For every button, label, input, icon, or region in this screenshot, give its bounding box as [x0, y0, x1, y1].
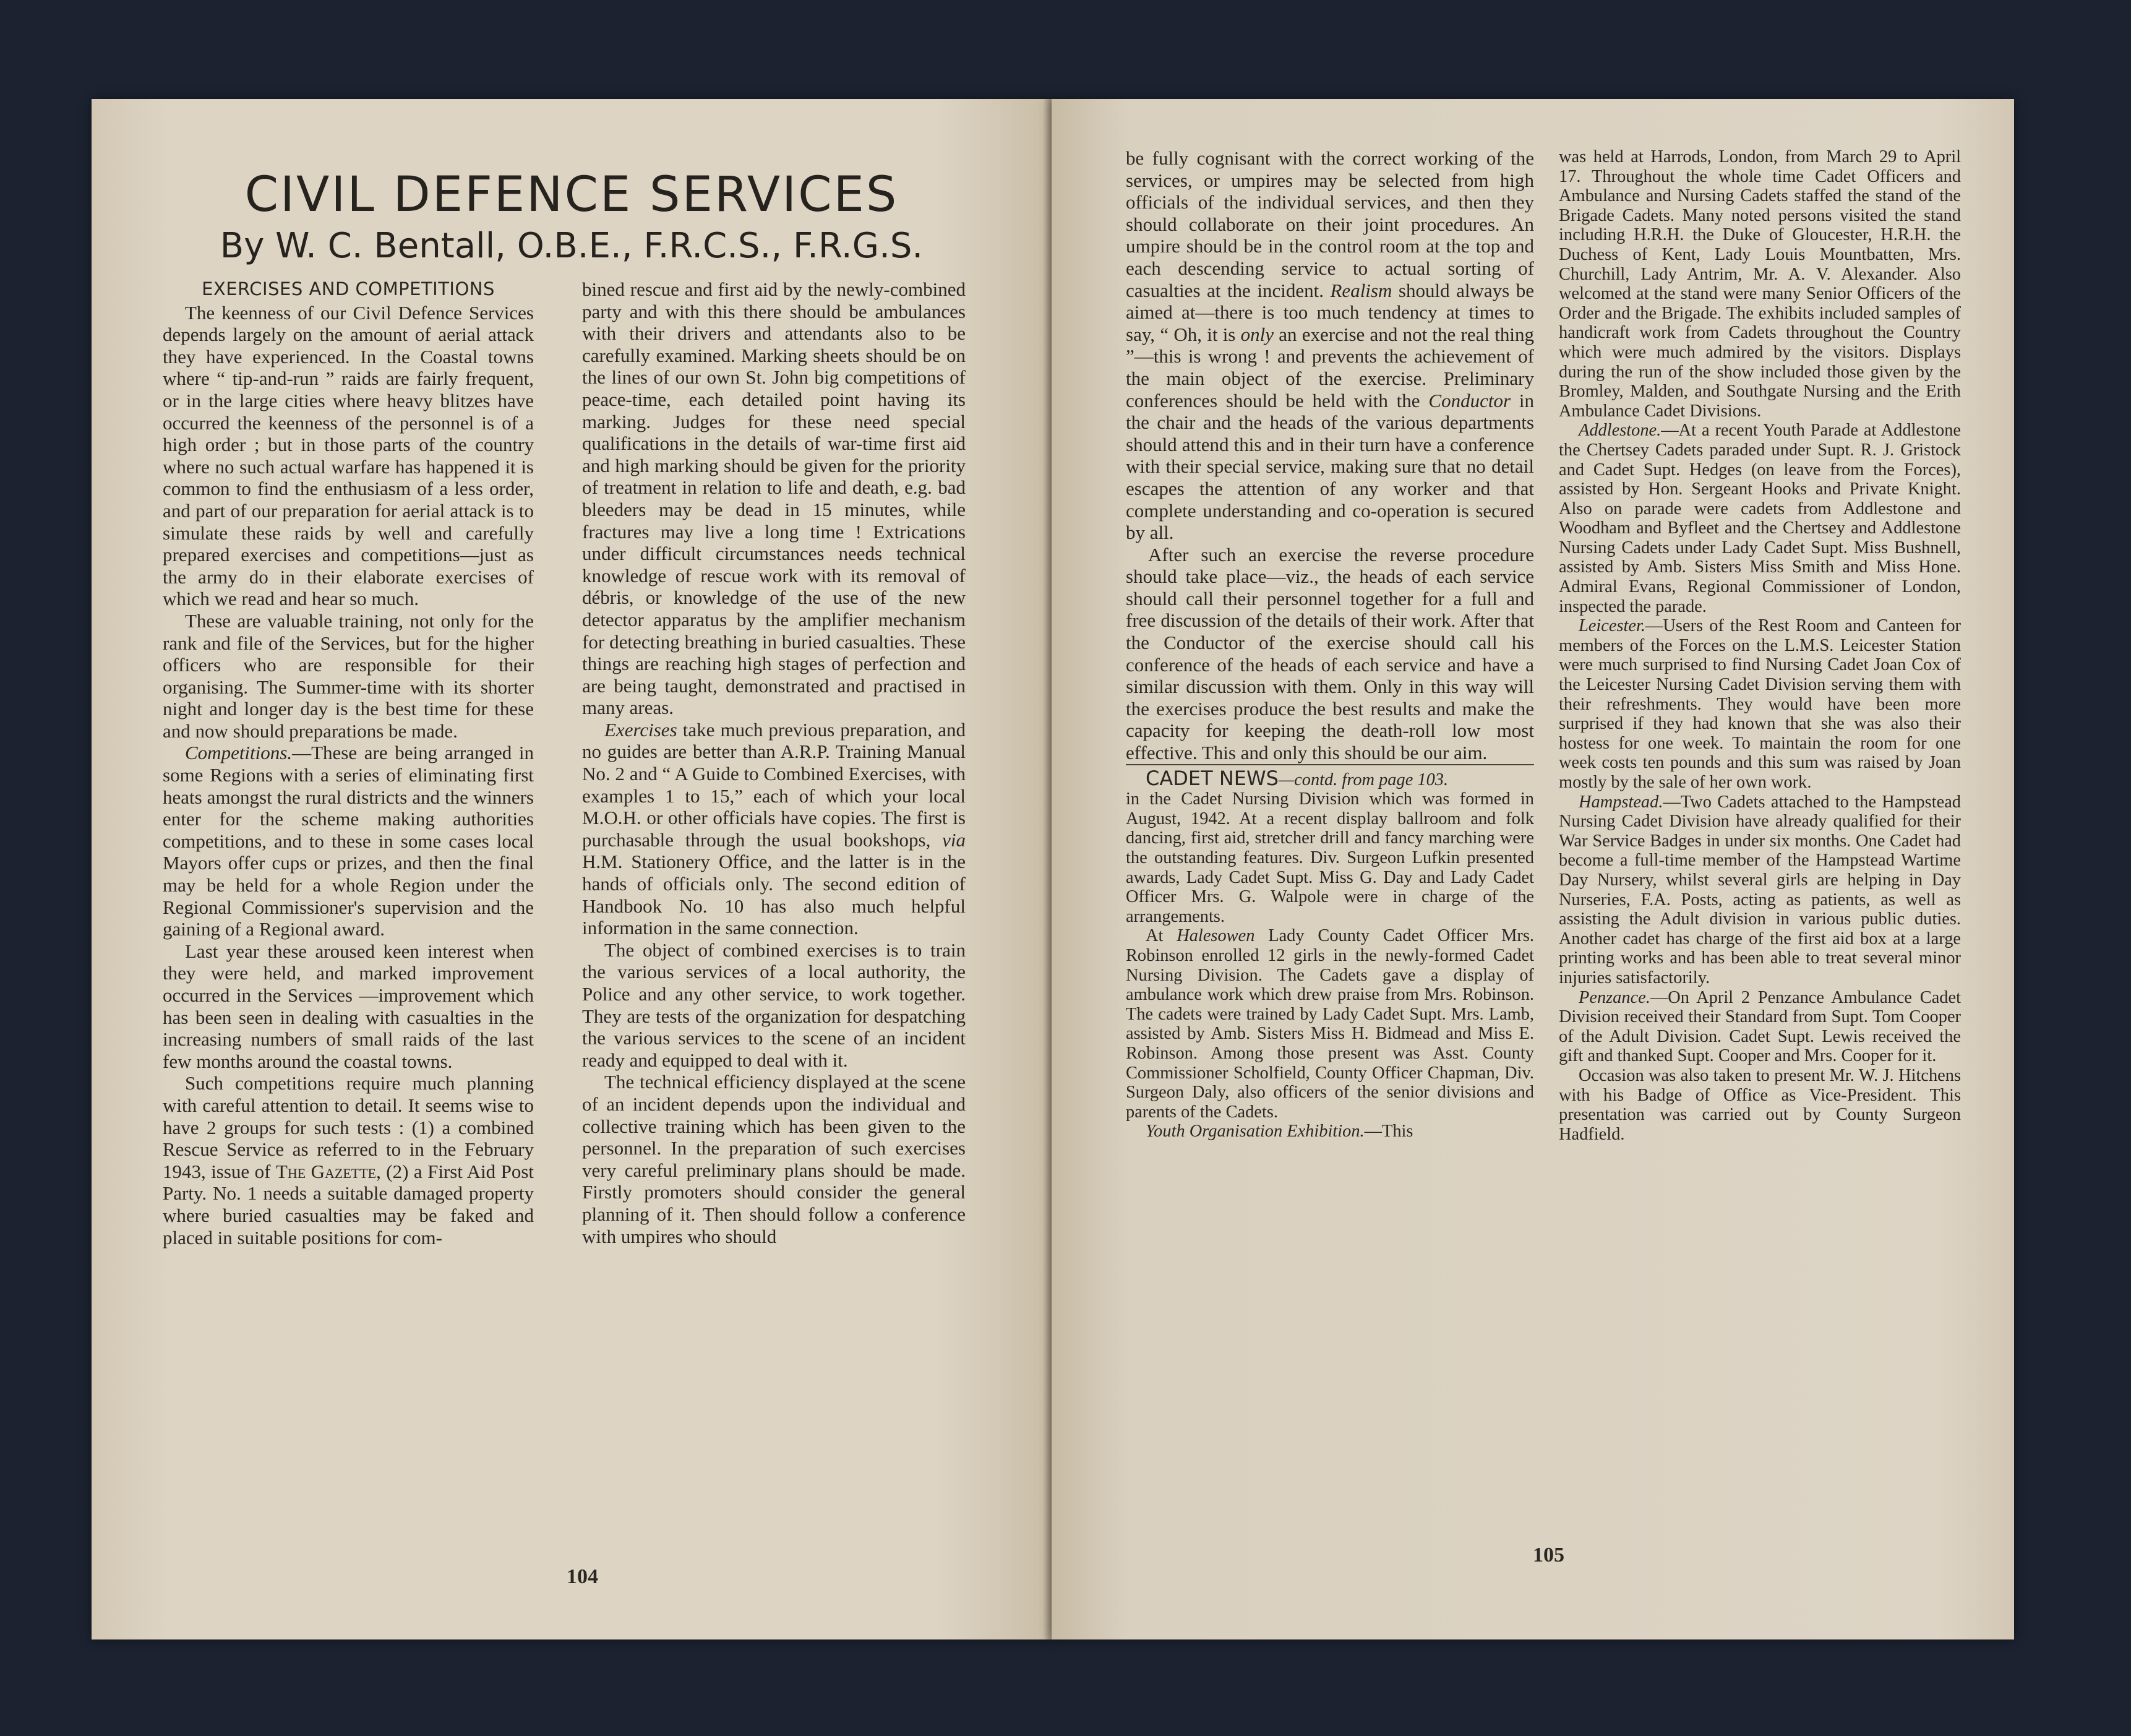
publication-name: The Gazette	[275, 1160, 377, 1182]
paragraph: Leicester.—Users of the Rest Room and Canteen for members of the Forces on the L.M.S. Leicester Station were much surprised to find Nursing Cadet Joan Cox of the Leicester Nursing Cadet Division serving them with their refreshments. They would have been more surprised if they had known that she was also their hostess for one week. To maintain the room for one week costs ten pounds and this sum was raised by Joan mostly by the sale of her own work.	[1559, 616, 1961, 792]
paragraph: was held at Harrods, London, from March 29 to April 17. Throughout the whole time Cadet Officers and Ambulance and Nursing Cadets staffed the stand of the Brigade Cadets. Many noted persons visited the stand including H.R.H. the Duke of Gloucester, H.R.H. the Duchess of Kent, Lady Louis Mountbatten, Mrs. Churchill, Lady Antrim, Mr. A. V. Alexander. Also welcomed at the stand were many Senior Officers of the Order and the Brigade. The exhibits included samples of handicraft work from Cadets throughout the Country which were much admired by the visitors. Displays during the run of the show included those given by the Bromley, Malden, and Southgate Nursing and the Erith Ambulance Cadet Divisions.	[1559, 147, 1961, 421]
right-page	[1052, 99, 2014, 1639]
paragraph: Such competitions require much planning with careful attention to detail. It seems wise to have 2 groups for such tests : (1) a combined Rescue Service as referred to in the February 1943, issue of The Gazette, (2) a First Aid Post Party. No. 1 needs a suitable damaged property where buried casualties may be faked and placed in suitable positions for com-	[163, 1072, 534, 1248]
cadet-news-heading: CADET NEWS—contd. from page 103.	[1126, 764, 1534, 790]
paragraph: in the Cadet Nursing Division which was formed in August, 1942. At a recent display ballroom and folk dancing, first aid, stretcher drill and fancy marching were the outstanding features. Div. Surgeon Lufkin presented awards, Lady Cadet Supt. Miss G. Day and Lady Cadet Officer Mrs. G. Walpole were in charge of the arrangements.	[1126, 789, 1534, 926]
paragraph: After such an exercise the reverse procedure should take place—viz., the heads of each service should call their personnel together for a full and free discussion of the details of their work. After that the Conductor of the exercise should call his conference of the heads of each service and have a similar discussion with them. Only in this way will the exercises produce the best results and make the capacity for keeping the death-roll low most effective. This and only this should be our aim.	[1126, 543, 1534, 764]
paragraph: Occasion was also taken to present Mr. W. J. Hitchens with his Badge of Office as Vice-President. This presentation was carried out by County Surgeon Hadfield.	[1559, 1065, 1961, 1144]
right-column-1	[1126, 147, 1534, 1141]
left-column-1	[163, 278, 534, 1248]
paragraph: Youth Organisation Exhibition.—This	[1146, 1122, 1413, 1141]
page-number: 105	[1533, 1544, 1564, 1566]
paragraph: Exercises take much previous preparation, and no guides are better than A.R.P. Training Manual No. 2 and “ A Guide to Combined Exercises, with examples 1 to 15,” each of which your local M.O.H. or other officials have copies. The first is purchasable through the usual bookshops, via H.M. Stationery Office, and the latter is in the hands of officials only. The second edition of Handbook No. 10 has also much helpful information in the same connection.	[582, 718, 966, 939]
article-title: CIVIL DEFENCE SERVICES	[244, 167, 899, 223]
left-page	[92, 99, 1052, 1639]
run-in-heading: Penzance.	[1579, 987, 1650, 1007]
paragraph: The keenness of our Civil Defence Services depends largely on the amount of aerial attack they have experienced. In the Coastal towns where “ tip-and-run ” raids are fairly frequent, or in the large cities where heavy blitzes have occurred the keenness of the personnel is of a high order ; but in those parts of the country where no such actual warfare has happened it is common to find the enthusiasm of a less order, and part of our preparation for aerial attack is to simulate these raids by well and carefully prepared exercises and competitions—just as the army do in their elaborate exercises of which we read and hear so much.	[163, 301, 534, 610]
run-in-heading: Exercises	[604, 718, 677, 741]
left-column-2	[582, 278, 966, 1247]
paragraph: be fully cognisant with the correct working of the services, or umpires may be selected from high officials of the individual services, and then they should collaborate on their joint procedures. An umpire should be in the control room at the top and each descending service to actual sorting of casualties at the incident. Realism should always be aimed at—there is too much tendency at times to say, “ Oh, it is only an exercise and not the real thing ”—this is wrong ! and prevents the achievement of the main object of the exercise. Preliminary conferences should be held with the Conductor in the chair and the heads of the various departments should attend this and in their turn have a conference with their special service, making sure that no detail escapes the attention of any worker and that complete understanding and co-operation is secured by all.	[1126, 147, 1534, 544]
section-heading: EXERCISES AND COMPETITIONS	[202, 278, 495, 299]
paragraph: Addlestone.—At a recent Youth Parade at Addlestone the Chertsey Cadets paraded under Supt. R. J. Gristock and Cadet Supt. Hedges (on leave from the Forces), assisted by Hon. Sergeant Hooks and Private Knight. Also on parade were cadets from Addlestone and Woodham and Byfleet and the Chertsey and Addlestone Nursing Cadets under Lady Cadet Supt. Miss Bushnell, assisted by Amb. Sisters Miss Smith and Miss Hone. Admiral Evans, Regional Commissioner of London, inspected the parade.	[1559, 421, 1961, 616]
paragraph: Penzance.—On April 2 Penzance Ambulance Cadet Division received their Standard from Supt. Tom Cooper of the Adult Division. Cadet Supt. Lewis received the gift and thanked Supt. Cooper and Mrs. Cooper for it.	[1559, 987, 1961, 1066]
paragraph: The object of combined exercises is to train the various services of a local authority, the Police and any other service, to work together. They are tests of the organization for despatching the various services to the scene of an incident ready and equipped to deal with it.	[582, 939, 966, 1071]
cadet-news-section	[1126, 764, 1534, 1141]
paragraph: Last year these aroused keen interest when they were held, and marked improvement occurred in the Services —improvement which has been seen in dealing with casualties in the increasing numbers of small raids of the last few months around the coastal towns.	[163, 940, 534, 1072]
paragraph: The technical efficiency displayed at the scene of an incident depends upon the individual and collective training which has been given to the personnel. In the preparation of such exercises very careful preliminary plans should be made. Firstly promoters should consider the general planning of it. Then should follow a conference with umpires who should	[582, 1071, 966, 1247]
paragraph: bined rescue and first aid by the newly-combined party and with this there should be ambulances with their drivers and attendants also to be carefully examined. Marking sheets should be on the lines of our own St. John big competitions of peace-time, each detailed point having its marking. Judges for these need special qualifications in the details of war-time first aid and high marking should be given for the priority of treatment in relation to life and death, e.g. bad bleeders may be dead in 15 minutes, while fractures may live a long time ! Extrications under difficult circumstances needs technical knowledge of rescue work with its removal of débris, or knowledge of the use of the new detector apparatus by the amplifier mechanism for detecting breathing in buried casualties. These things are reaching high stages of perfection and are being taught, demonstrated and practised in many areas.	[582, 278, 966, 719]
run-in-heading: Leicester.	[1579, 616, 1646, 636]
paragraph: Hampstead.—Two Cadets attached to the Hampstead Nursing Cadet Division have already qualified for their War Service Badges in under six months. One Cadet had become a full-time member of the Hampstead Wartime Day Nursery, whilst several girls are helping in Day Nurseries, F.A. Posts, acting as patients, as well as assisting the Adult division in various public duties. Another cadet has charge of the first aid box at a large printing works and has been able to treat several minor injuries satisfactorily.	[1559, 792, 1961, 987]
run-in-heading: Addlestone.	[1579, 421, 1661, 440]
paragraph: These are valuable training, not only for the rank and file of the Services, but for the higher officers who are responsible for their organising. The Summer-time with its shorter night and longer day is the best time for these and now should preparations be made.	[163, 609, 534, 742]
page-number: 104	[567, 1565, 598, 1588]
run-in-heading: Hampstead.	[1579, 792, 1663, 812]
run-in-heading: Competitions.	[185, 742, 293, 764]
article-byline: By W. C. Bentall, O.B.E., F.R.C.S., F.R.G.S.	[220, 226, 924, 266]
right-column-2	[1559, 147, 1961, 1144]
paragraph: Competitions.—These are being arranged in some Regions with a series of eliminating first heats amongst the rural districts and the winners enter for the scheme making authorities competitions, and to these in some cases local Mayors offer cups or prizes, and then the final may be held for a whole Region under the Regional Commissioner's supervision and the gaining of a Regional award.	[163, 742, 534, 940]
paragraph: At Halesowen Lady County Cadet Officer Mrs. Robinson enrolled 12 girls in the newly-formed Cadet Nursing Division. The Cadets gave a display of ambulance work which drew praise from Mrs. Robinson. The cadets were trained by Lady Cadet Supt. Mrs. Lamb, assisted by Amb. Sisters Miss H. Bidmead and Miss E. Robinson. Among those present was Asst. County Commissioner Scholfield, County Officer Chapman, Div. Surgeon Daly, also officers of the senior divisions and parents of the Cadets.	[1126, 926, 1535, 1122]
